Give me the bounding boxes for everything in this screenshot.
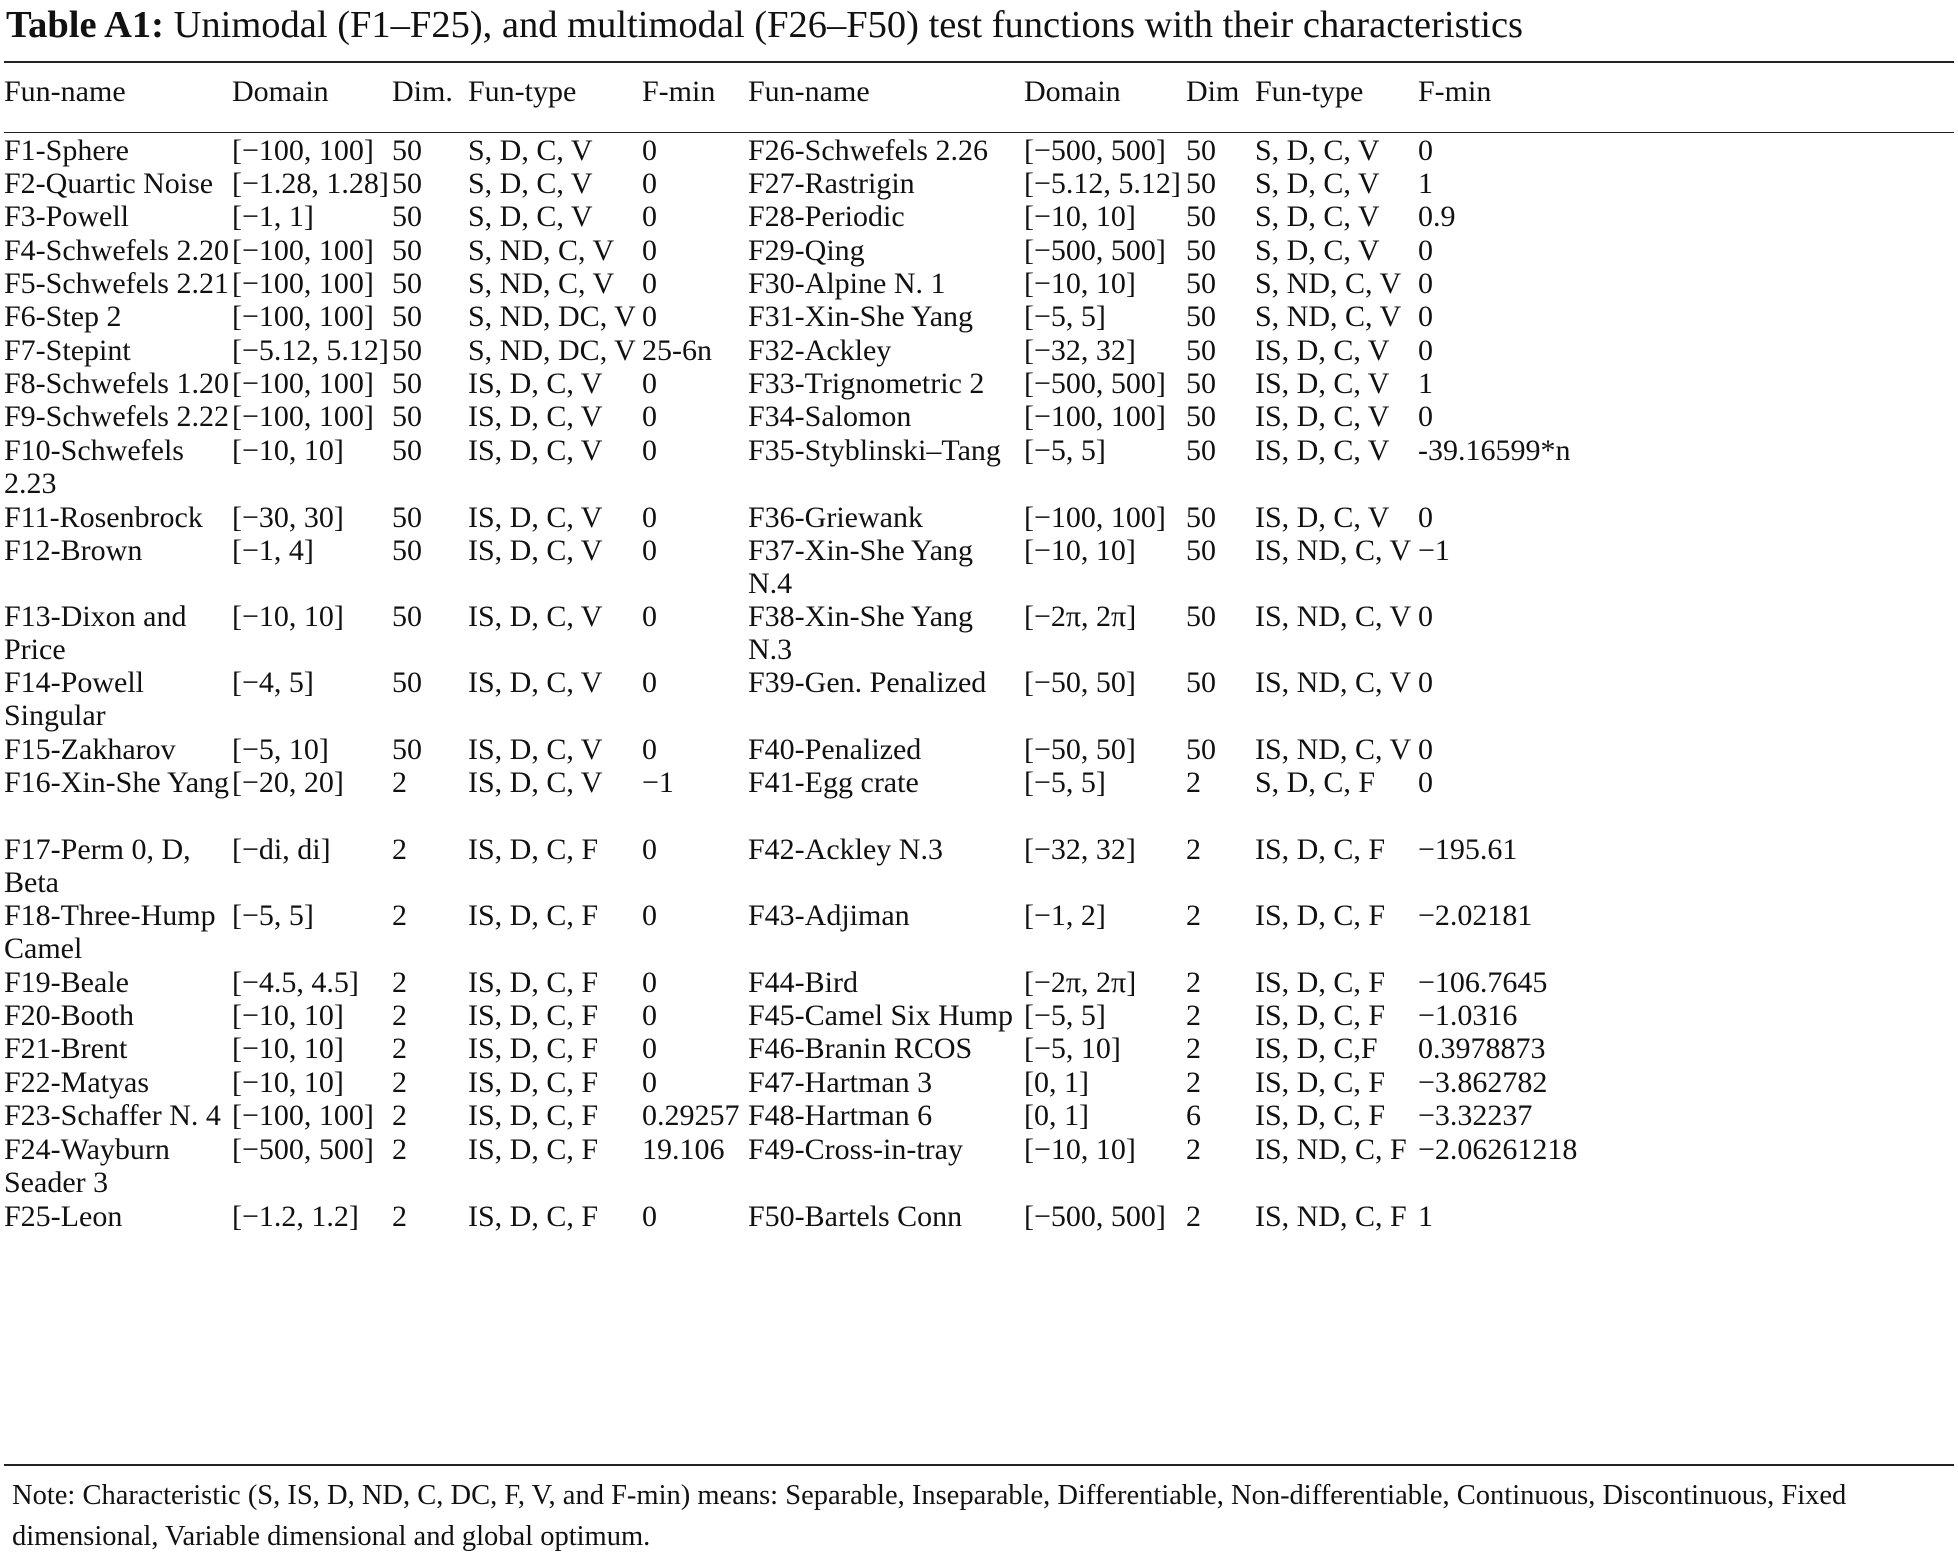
table-cell: IS, D, C, V	[468, 400, 603, 433]
table-cell: 0.3978873	[1418, 1032, 1546, 1065]
table-cell: [−1.2, 1.2]	[232, 1200, 359, 1233]
table-cell: S, ND, C, V	[1255, 267, 1402, 300]
table-cell: IS, D, C, V	[1255, 434, 1390, 467]
table-cell: −3.862782	[1418, 1066, 1548, 1099]
table-row	[4, 534, 1954, 600]
table-cell: −1.0316	[1418, 999, 1518, 1032]
table-cell: 2	[1186, 833, 1201, 866]
table-cell: F46-Branin RCOS	[748, 1032, 973, 1065]
table-cell: 2	[1186, 999, 1201, 1032]
table-cell: IS, ND, C, F	[1255, 1200, 1407, 1233]
table-row	[4, 733, 1954, 766]
table-cell: F2-Quartic Noise	[4, 167, 214, 200]
table-cell: S, D, C, V	[1255, 167, 1380, 200]
table-cell: F26-Schwefels 2.26	[748, 134, 988, 167]
table-cell: [−100, 100]	[232, 267, 374, 300]
table-cell: F33-Trignometric 2	[748, 367, 985, 400]
table-cell: F47-Hartman 3	[748, 1066, 933, 1099]
table-cell: IS, D, C, V	[1255, 334, 1390, 367]
table-cell: IS, D, C, F	[1255, 966, 1386, 999]
table-cell: S, D, C, V	[1255, 234, 1380, 267]
table-cell: 0	[1418, 501, 1433, 534]
column-header: Fun-name	[748, 75, 870, 108]
table-cell: 2	[392, 1133, 407, 1166]
table-cell: F7-Stepint	[4, 334, 131, 367]
table-row	[4, 666, 1954, 733]
column-header: F-min	[642, 75, 716, 108]
table-cell: [−10, 10]	[232, 999, 344, 1032]
table-cell: [−10, 10]	[1024, 1133, 1136, 1166]
table-cell: 0	[642, 234, 657, 267]
table-cell: [−5, 5]	[1024, 766, 1106, 799]
table-cell: 0	[1418, 267, 1433, 300]
table-cell: F40-Penalized	[748, 733, 922, 766]
table-cell: 50	[1186, 300, 1216, 333]
table-cell: F24-Wayburn Seader 3	[4, 1133, 170, 1199]
table-cell: 0	[642, 534, 657, 567]
table-cell: F21-Brent	[4, 1032, 128, 1065]
table-cell: 50	[1186, 600, 1216, 633]
table-cell: [0, 1]	[1024, 1066, 1089, 1099]
table-cell: [−5, 10]	[1024, 1032, 1121, 1065]
table-cell: [−20, 20]	[232, 766, 344, 799]
column-header: Fun-type	[1255, 75, 1364, 108]
table-cell: IS, D, C, F	[468, 833, 599, 866]
table-cell: 0	[642, 167, 657, 200]
table-cell: 50	[392, 534, 422, 567]
table-cell: F29-Qing	[748, 234, 865, 267]
table-cell: [−4.5, 4.5]	[232, 966, 359, 999]
table-cell: 0	[642, 367, 657, 400]
table-cell: F48-Hartman 6	[748, 1099, 933, 1132]
table-cell: IS, D, C, F	[1255, 899, 1386, 932]
table-cell: −195.61	[1418, 833, 1518, 866]
table-cell: [−5, 5]	[232, 899, 314, 932]
table-cell: −3.32237	[1418, 1099, 1533, 1132]
table-cell: IS, D, C, F	[468, 1200, 599, 1233]
table-row	[4, 766, 1954, 833]
table-cell: IS, ND, C, V	[1255, 534, 1412, 567]
table-cell: F35-Styblinski–Tang	[748, 434, 1001, 467]
table-cell: 0	[642, 733, 657, 766]
table-cell: F12-Brown	[4, 534, 143, 567]
table-cell: 1	[1418, 1200, 1433, 1233]
table-cell: F49-Cross-in-tray	[748, 1133, 963, 1166]
table-row	[4, 234, 1954, 267]
column-header: Fun-type	[468, 75, 577, 108]
table-cell: 2	[392, 1066, 407, 1099]
table-cell: F44-Bird	[748, 966, 859, 999]
table-cell: [−100, 100]	[232, 367, 374, 400]
table-cell: 2	[1186, 1133, 1201, 1166]
table-cell: S, ND, C, V	[468, 267, 615, 300]
table-cell: 50	[1186, 200, 1216, 233]
table-cell: 50	[1186, 733, 1216, 766]
table-cell: F42-Ackley N.3	[748, 833, 943, 866]
table-cell: F25-Leon	[4, 1200, 123, 1233]
table-cell: 0	[642, 200, 657, 233]
table-cell: [−5.12, 5.12]	[232, 334, 389, 367]
table-cell: F50-Bartels Conn	[748, 1200, 963, 1233]
table-cell: 50	[392, 400, 422, 433]
table-cell: IS, D, C, V	[1255, 400, 1390, 433]
table-cell: 50	[392, 733, 422, 766]
table-cell: S, D, C, V	[1255, 134, 1380, 167]
table-cell: IS, D, C, F	[468, 1133, 599, 1166]
table-cell: [−10, 10]	[232, 434, 344, 467]
table-cell: S, D, C, V	[468, 134, 593, 167]
table-cell: 2	[1186, 1032, 1201, 1065]
table-cell: IS, D, C, V	[468, 666, 603, 699]
table-row	[4, 1066, 1954, 1099]
table-cell: 50	[392, 367, 422, 400]
table-cell: [−100, 100]	[1024, 400, 1166, 433]
table-cell: [−di, di]	[232, 833, 331, 866]
table-cell: 0	[642, 1032, 657, 1065]
table-cell: 50	[392, 234, 422, 267]
table-row	[4, 1200, 1954, 1233]
table-row	[4, 1032, 1954, 1066]
table-cell: 0	[642, 267, 657, 300]
table-cell: F27-Rastrigin	[748, 167, 915, 200]
table-cell: 50	[392, 167, 422, 200]
table-cell: F23-Schaffer N. 4	[4, 1099, 221, 1132]
column-header: Domain	[1024, 75, 1121, 108]
table-cell: F6-Step 2	[4, 300, 122, 333]
table-cell: IS, ND, C, V	[1255, 600, 1412, 633]
table-cell: 50	[1186, 501, 1216, 534]
table-cell: 0	[642, 501, 657, 534]
table-cell: S, ND, DC, V	[468, 300, 636, 333]
table-cell: F5-Schwefels 2.21	[4, 267, 229, 300]
table-row	[4, 267, 1954, 300]
table-cell: F10-Schwefels 2.23	[4, 434, 184, 500]
table-cell: 50	[392, 600, 422, 633]
table-cell: F43-Adjiman	[748, 899, 910, 932]
table-row	[4, 966, 1954, 999]
table-cell: IS, D, C, F	[468, 966, 599, 999]
table-cell: [−5, 10]	[232, 733, 329, 766]
table-cell: 2	[1186, 1200, 1201, 1233]
table-cell: [−10, 10]	[1024, 534, 1136, 567]
table-cell: 50	[392, 200, 422, 233]
table-row	[4, 400, 1954, 434]
table-cell: [−100, 100]	[232, 234, 374, 267]
table-cell: [−500, 500]	[1024, 134, 1166, 167]
table-cell: S, D, C, V	[468, 200, 593, 233]
table-cell: 0	[1418, 234, 1433, 267]
table-cell: 50	[1186, 234, 1216, 267]
table-cell: [−2π, 2π]	[1024, 600, 1137, 633]
table-cell: 0	[642, 434, 657, 467]
table-cell: F4-Schwefels 2.20	[4, 234, 229, 267]
table-caption	[6, 2, 1523, 48]
table-row	[4, 367, 1954, 400]
table-cell: [−10, 10]	[232, 600, 344, 633]
table-row	[4, 300, 1954, 334]
table-cell: F17-Perm 0, D, Beta	[4, 833, 191, 899]
table-cell: −1	[642, 766, 674, 799]
table-cell: [−1.28, 1.28]	[232, 167, 389, 200]
table-cell: 6	[1186, 1099, 1201, 1132]
table-cell: IS, D, C, V	[468, 600, 603, 633]
table-cell: IS, ND, C, V	[1255, 666, 1412, 699]
table-cell: F37-Xin-She Yang N.4	[748, 534, 974, 600]
table-row	[4, 434, 1954, 501]
table-cell: F13-Dixon and Price	[4, 600, 187, 666]
table-cell: [−32, 32]	[1024, 833, 1136, 866]
column-header: Dim.	[392, 75, 453, 108]
table-cell: IS, D, C, V	[468, 534, 603, 567]
table-row	[4, 999, 1954, 1032]
table-cell: [−32, 32]	[1024, 334, 1136, 367]
table-cell: 2	[1186, 766, 1201, 799]
table-cell: 25-6n	[642, 334, 712, 367]
table-cell: S, ND, DC, V	[468, 334, 636, 367]
table-cell: IS, D, C, F	[1255, 833, 1386, 866]
table-cell: −1	[1418, 534, 1450, 567]
table-cell: 50	[392, 300, 422, 333]
table-cell: 0	[642, 400, 657, 433]
table-cell: 50	[392, 501, 422, 534]
table-cell: F31-Xin-She Yang	[748, 300, 974, 333]
table-cell: F1-Sphere	[4, 134, 129, 167]
table-cell: 50	[392, 134, 422, 167]
table-cell: IS, D, C, F	[1255, 1066, 1386, 1099]
table-cell: [−10, 10]	[1024, 267, 1136, 300]
table-cell: 50	[1186, 334, 1216, 367]
table-cell: IS, D, C, V	[468, 733, 603, 766]
table-cell: [−100, 100]	[232, 300, 374, 333]
table-cell: [−100, 100]	[232, 134, 374, 167]
table-row	[4, 134, 1954, 167]
table-cell: F38-Xin-She Yang N.3	[748, 600, 974, 666]
table-cell: F41-Egg crate	[748, 766, 919, 799]
table-cell: 50	[1186, 434, 1216, 467]
table-cell: −2.06261218	[1418, 1133, 1578, 1166]
table-cell: −106.7645	[1418, 966, 1548, 999]
table-cell: -39.16599*n	[1418, 434, 1571, 467]
table-cell: 0	[1418, 400, 1433, 433]
table-cell: 2	[392, 899, 407, 932]
table-cell: [−30, 30]	[232, 501, 344, 534]
table-cell: F22-Matyas	[4, 1066, 149, 1099]
table-cell: IS, ND, C, F	[1255, 1133, 1407, 1166]
table-cell: [−500, 500]	[1024, 367, 1166, 400]
column-header: F-min	[1418, 75, 1492, 108]
table-cell: [−10, 10]	[232, 1066, 344, 1099]
table-body	[4, 134, 1954, 1233]
table-cell: 2	[392, 833, 407, 866]
table-row	[4, 833, 1954, 899]
table-cell: [−2π, 2π]	[1024, 966, 1137, 999]
table-row	[4, 167, 1954, 200]
table-cell: IS, ND, C, V	[1255, 733, 1412, 766]
table-cell: 2	[392, 966, 407, 999]
table-cell: 0	[642, 1200, 657, 1233]
table-cell: F16-Xin-She Yang	[4, 766, 230, 799]
table-cell: F36-Griewank	[748, 501, 923, 534]
column-header: Domain	[232, 75, 329, 108]
table-cell: [−1, 4]	[232, 534, 314, 567]
table-cell: 50	[392, 434, 422, 467]
table-cell: 0.9	[1418, 200, 1456, 233]
table-cell: F39-Gen. Penalized	[748, 666, 987, 699]
table-cell: IS, D, C, F	[468, 1099, 599, 1132]
table-cell: [−5.12, 5.12]	[1024, 167, 1181, 200]
table-cell: F30-Alpine N. 1	[748, 267, 946, 300]
table-cell: F8-Schwefels 1.20	[4, 367, 229, 400]
table-row	[4, 1099, 1954, 1133]
table-cell: [−1, 1]	[232, 200, 314, 233]
table-row	[4, 334, 1954, 367]
table-cell: IS, D, C, F	[468, 1032, 599, 1065]
table-cell: 50	[1186, 167, 1216, 200]
table-cell: [−100, 100]	[1024, 501, 1166, 534]
table-cell: 2	[1186, 1066, 1201, 1099]
table-cell: F32-Ackley	[748, 334, 892, 367]
table-cell: [−10, 10]	[1024, 200, 1136, 233]
table-cell: IS, D, C, F	[1255, 999, 1386, 1032]
table-cell: −2.02181	[1418, 899, 1533, 932]
table-cell: S, ND, C, V	[1255, 300, 1402, 333]
table-cell: [−50, 50]	[1024, 733, 1136, 766]
table-cell: [−100, 100]	[232, 1099, 374, 1132]
table-cell: [−500, 500]	[232, 1133, 374, 1166]
table-cell: 2	[392, 1099, 407, 1132]
table-cell: 0	[642, 300, 657, 333]
table-cell: F14-Powell Singular	[4, 666, 145, 732]
table-row	[4, 501, 1954, 534]
table-cell: 2	[392, 766, 407, 799]
table-cell: [−5, 5]	[1024, 300, 1106, 333]
table-cell: 2	[392, 999, 407, 1032]
table-cell: 19.106	[642, 1133, 725, 1166]
table-label: Table A1:	[6, 4, 164, 46]
table-cell: IS, D, C, V	[1255, 367, 1390, 400]
bottom-rule	[4, 1464, 1954, 1466]
table-cell: S, D, C, V	[468, 167, 593, 200]
table-cell: [−50, 50]	[1024, 666, 1136, 699]
table-cell: IS, D, C, V	[1255, 501, 1390, 534]
table-cell: [−10, 10]	[232, 1032, 344, 1065]
table-cell: [0, 1]	[1024, 1099, 1089, 1132]
table-cell: IS, D, C, V	[468, 766, 603, 799]
top-rule	[4, 61, 1954, 63]
table-cell: F28-Periodic	[748, 200, 905, 233]
table-cell: [−500, 500]	[1024, 234, 1166, 267]
table-cell: F15-Zakharov	[4, 733, 176, 766]
table-cell: 0	[642, 833, 657, 866]
table-cell: IS, D, C, F	[468, 999, 599, 1032]
table-cell: F18-Three-Hump Camel	[4, 899, 216, 965]
table-cell: [−4, 5]	[232, 666, 314, 699]
table-cell: 0	[1418, 600, 1433, 633]
table-title: Unimodal (F1–F25), and multimodal (F26–F50) test functions with their characteristics	[173, 4, 1524, 46]
table-cell: [−5, 5]	[1024, 434, 1106, 467]
table-cell: F9-Schwefels 2.22	[4, 400, 229, 433]
table-row	[4, 200, 1954, 234]
table-cell: 2	[1186, 966, 1201, 999]
table-cell: 50	[392, 267, 422, 300]
table-cell: [−5, 5]	[1024, 999, 1106, 1032]
table-cell: 50	[1186, 267, 1216, 300]
table-cell: [−1, 2]	[1024, 899, 1106, 932]
table-cell: F3-Powell	[4, 200, 130, 233]
table-row	[4, 899, 1954, 966]
table-cell: S, D, C, V	[1255, 200, 1380, 233]
test-functions-table	[4, 68, 1954, 1233]
column-header: Dim	[1186, 75, 1240, 108]
table-cell: F45-Camel Six Hump	[748, 999, 1014, 1032]
table-cell: S, D, C, F	[1255, 766, 1376, 799]
table-cell: 0	[642, 134, 657, 167]
table-cell: 50	[392, 666, 422, 699]
table-cell: [−100, 100]	[232, 400, 374, 433]
table-cell: 50	[1186, 666, 1216, 699]
table-cell: 0	[642, 999, 657, 1032]
table-cell: 0	[642, 966, 657, 999]
table-cell: 50	[1186, 134, 1216, 167]
table-cell: [−500, 500]	[1024, 1200, 1166, 1233]
table-cell: 50	[1186, 400, 1216, 433]
table-cell: IS, D, C, F	[1255, 1099, 1386, 1132]
table-cell: F19-Beale	[4, 966, 129, 999]
table-cell: 1	[1418, 167, 1433, 200]
table-cell: S, ND, C, V	[468, 234, 615, 267]
table-cell: 2	[392, 1032, 407, 1065]
table-cell: 0	[1418, 134, 1433, 167]
table-cell: IS, D, C,F	[1255, 1032, 1378, 1065]
table-cell: 0	[1418, 733, 1433, 766]
table-cell: 0	[642, 600, 657, 633]
table-cell: 0	[1418, 766, 1433, 799]
table-cell: IS, D, C, V	[468, 367, 603, 400]
table-cell: 2	[392, 1200, 407, 1233]
table-cell: 0	[642, 899, 657, 932]
table-cell: F20-Booth	[4, 999, 135, 1032]
table-cell: 0	[1418, 666, 1433, 699]
table-cell: F34-Salomon	[748, 400, 912, 433]
table-cell: F11-Rosenbrock	[4, 501, 203, 534]
column-header: Fun-name	[4, 75, 126, 108]
table-cell: IS, D, C, F	[468, 899, 599, 932]
table-cell: 0.29257	[642, 1099, 740, 1132]
table-row	[4, 1133, 1954, 1200]
table-cell: 0	[1418, 334, 1433, 367]
table-cell: IS, D, C, F	[468, 1066, 599, 1099]
table-cell: 50	[1186, 367, 1216, 400]
table-cell: 0	[642, 1066, 657, 1099]
table-cell: IS, D, C, V	[468, 501, 603, 534]
header-row	[4, 68, 1954, 134]
table-cell: 50	[1186, 534, 1216, 567]
table-cell: 0	[1418, 300, 1433, 333]
table-cell: 1	[1418, 367, 1433, 400]
table-row	[4, 600, 1954, 666]
table-cell: 0	[642, 666, 657, 699]
table-cell: IS, D, C, V	[468, 434, 603, 467]
table-note: Note: Characteristic (S, IS, D, ND, C, DC, F, V, and F-min) means: Separable, Inseparable, Differentiable, Non-differentiable, Continuous, Discontinuous, Fixed dimensional, Variable dimensional and global optimum.	[12, 1480, 1847, 1552]
table-cell: 50	[392, 334, 422, 367]
table-cell: 2	[1186, 899, 1201, 932]
